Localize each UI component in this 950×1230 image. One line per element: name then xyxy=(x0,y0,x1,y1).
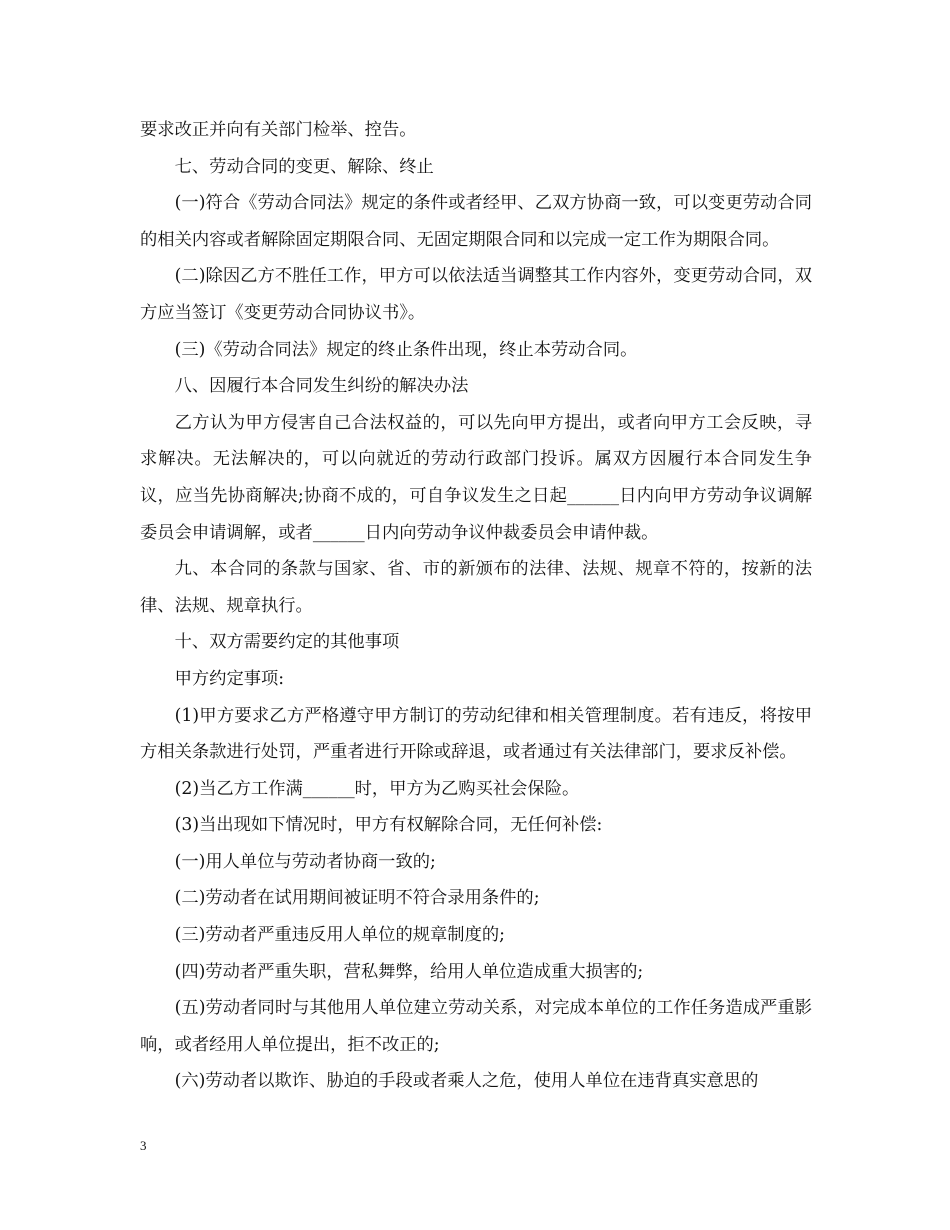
paragraph: (一)符合《劳动合同法》规定的条件或者经甲、乙双方协商一致，可以变更劳动合同的相关内容或者解除固定期限合同、无固定期限合同和以完成一定工作为期限合同。 xyxy=(140,193,812,250)
paragraph: 要求改正并向有关部门检举、控告。 xyxy=(140,120,417,140)
list-item: (六)劳动者以欺诈、胁迫的手段或者乘人之危，使用人单位在违背真实意思的 xyxy=(174,1071,759,1092)
paragraph: (2)当乙方工作满______时，甲方为乙购买社会保险。 xyxy=(174,778,580,799)
section-heading: 八、因履行本合同发生纠纷的解决办法 xyxy=(174,376,469,397)
paragraph: (二)除因乙方不胜任工作，甲方可以依法适当调整其工作内容外，变更劳动合同，双方应当签订《变更劳动合同协议书》。 xyxy=(140,266,812,323)
list-item: (一)用人单位与劳动者协商一致的; xyxy=(174,851,436,872)
paragraph: (3)当出现如下情况时，甲方有权解除合同，无任何补偿: xyxy=(174,815,603,836)
section-heading: 七、劳动合同的变更、解除、终止 xyxy=(174,156,434,177)
list-item: (五)劳动者同时与其他用人单位建立劳动关系，对完成本单位的工作任务造成严重影响，或者经用人单位提出，拒不改正的; xyxy=(140,998,812,1055)
list-item: (二)劳动者在试用期间被证明不符合录用条件的; xyxy=(174,888,540,909)
paragraph: 九、本合同的条款与国家、省、市的新颁布的法律、法规、规章不符的，按新的法律、法规、规章执行。 xyxy=(140,559,812,616)
paragraph: 甲方约定事项: xyxy=(174,668,285,689)
paragraph: 乙方认为甲方侵害自己合法权益的，可以先向甲方提出，或者向甲方工会反映，寻求解决。无法解决的，可以向就近的劳动行政部门投诉。属双方因履行本合同发生争议，应当先协商解决;协商不成的，可自争议发生之日起______日内向甲方劳动争议调解委员会申请调解，或者______日内向劳动争议仲裁委员会申请仲裁。 xyxy=(140,412,812,543)
document-body xyxy=(140,112,812,1100)
paragraph: (三)《劳动合同法》规定的终止条件出现，终止本劳动合同。 xyxy=(174,339,638,360)
section-heading: 十、双方需要约定的其他事项 xyxy=(174,632,400,653)
list-item: (三)劳动者严重违反用人单位的规章制度的; xyxy=(174,925,505,946)
list-item: (四)劳动者严重失职，营私舞弊，给用人单位造成重大损害的; xyxy=(174,961,644,982)
page-number: 3 xyxy=(140,1138,147,1153)
paragraph: (1)甲方要求乙方严格遵守甲方制订的劳动纪律和相关管理制度。若有违反，将按甲方相关条款进行处罚，严重者进行开除或辞退，或者通过有关法律部门，要求反补偿。 xyxy=(140,705,812,763)
